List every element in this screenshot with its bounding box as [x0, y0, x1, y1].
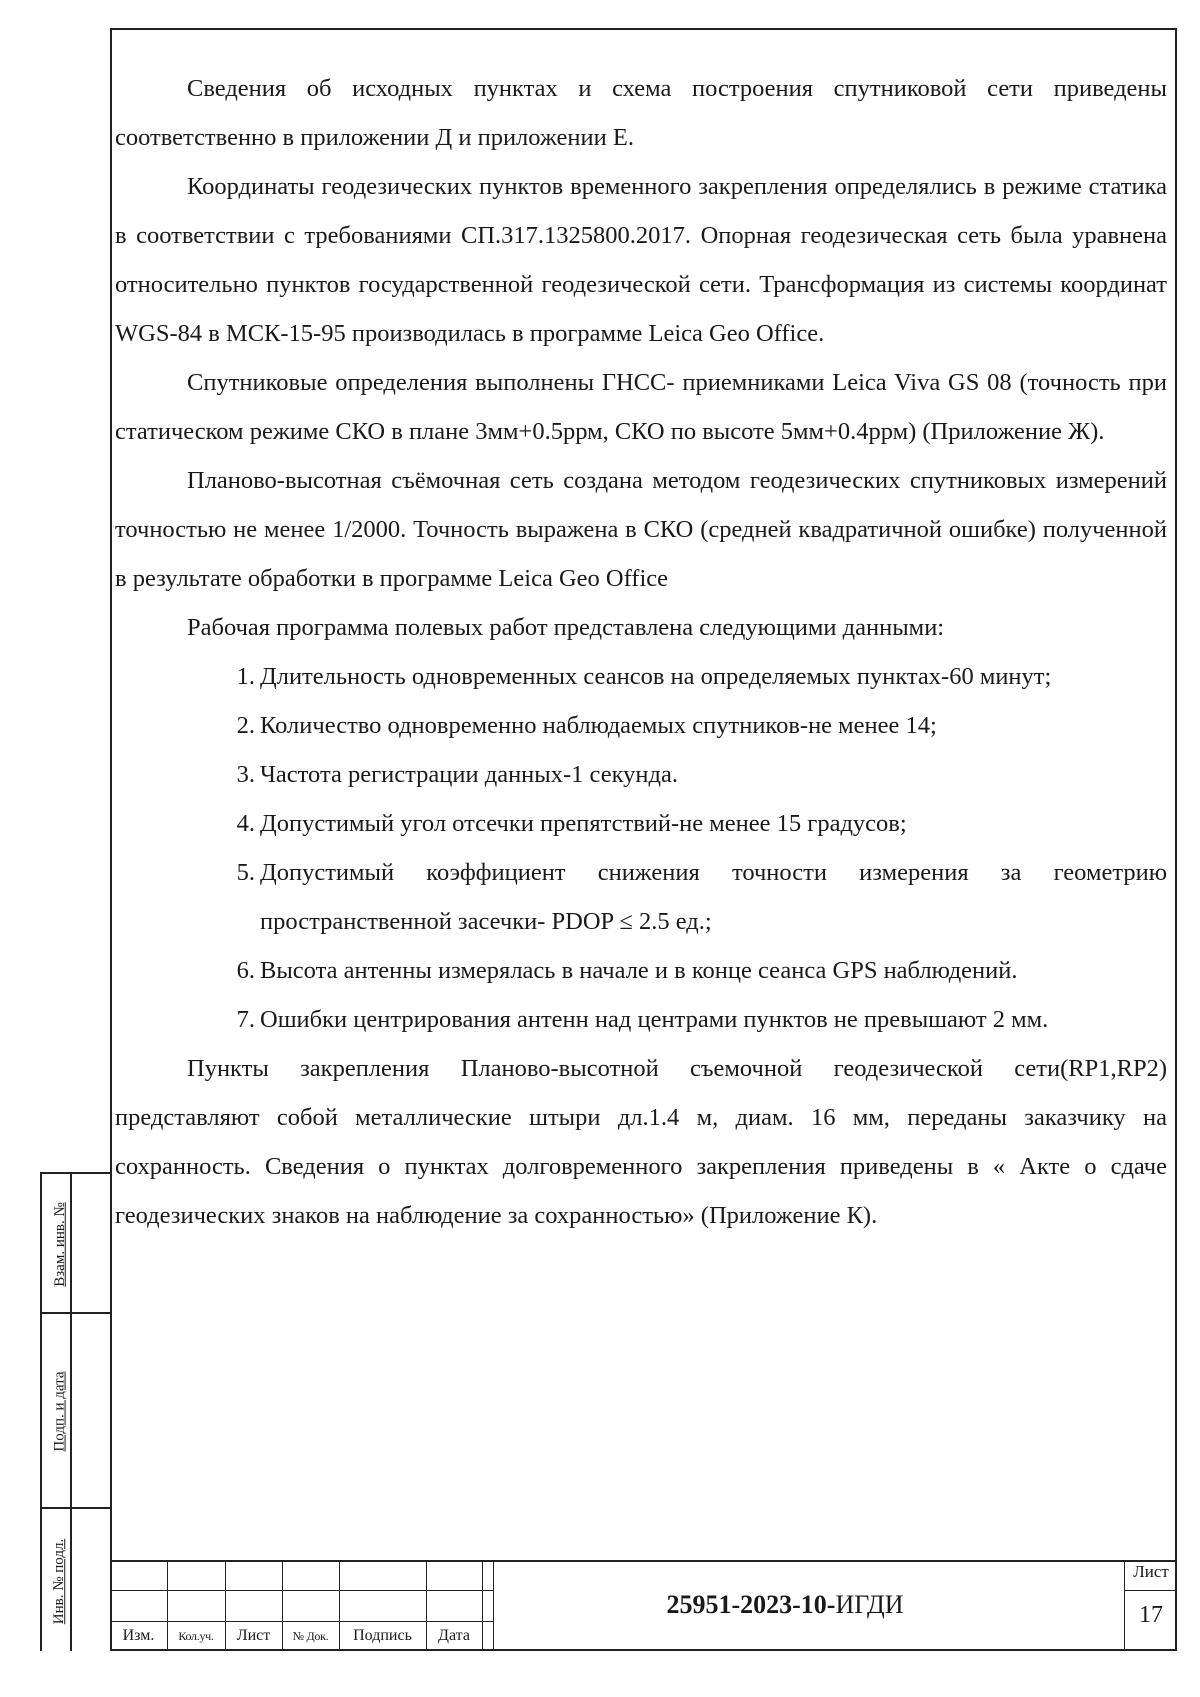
document-body — [115, 64, 1167, 1240]
sheet-box — [1124, 1560, 1177, 1651]
side-cell-podp — [40, 1312, 110, 1507]
paragraph-satellite-receivers: Спутниковые определения выполнены ГНСС- приемниками Leica Viva GS 08 (точность при статическом режиме СКО в плане 3мм+0.5ррм, СКО по высоте 5мм+0.4ррм) (Приложение Ж). — [115, 369, 1167, 445]
revision-grid — [110, 1560, 493, 1651]
side-cell-inv — [40, 1507, 110, 1651]
side-label-vzam: Взам. инв. № — [51, 1201, 68, 1287]
side-label-inv: Инв. № подл. — [51, 1538, 68, 1624]
side-cell-vzam — [40, 1172, 110, 1312]
list-item: 5. Допустимый коэффициент снижения точности измерения за геометрию пространственной засечки- PDOP ≤ 2.5 ед.; — [236, 859, 1167, 935]
paragraph-survey-network: Планово-высотная съёмочная сеть создана методом геодезических спутниковых измерений точностью не менее 1/2000. Точность выражена в СКО (средней квадратичной ошибке) полученной в результате обработки в программе Leica Geo Office — [115, 467, 1167, 592]
paragraph-fixing-points: Пункты закрепления Планово-высотной съемочной геодезической сети(RP1,RP2) представляют собой металлические штыри дл.1.4 м, диам. 16 мм, переданы заказчику на сохранность. Сведения о пунктах долговременного закрепления приведены в « Акте о сдаче геодезических знаков на наблюдение за сохранностью» (Приложение К). — [115, 1055, 1167, 1229]
list-item: 6. Высота антенны измерялась в начале и в конце сеанса GPS наблюдений. — [236, 957, 1018, 984]
paragraph-source-points: Сведения об исходных пунктах и схема построения спутниковой сети приведены соответственно в приложении Д и приложении Е. — [115, 75, 1167, 151]
header-data: Дата — [438, 1627, 470, 1644]
list-item: 7. Ошибки центрирования антенн над центрами пунктов не превышают 2 мм. — [236, 1006, 1049, 1033]
header-no-doc: № Док. — [292, 1629, 329, 1643]
list-item: 4. Допустимый угол отсечки препятствий-не менее 15 градусов; — [236, 810, 907, 837]
header-list: Лист — [236, 1627, 271, 1644]
sheet-label: Лист — [1125, 1562, 1177, 1591]
title-block — [110, 1560, 1177, 1651]
paragraph-coordinates: Координаты геодезических пунктов временного закрепления определялись в режиме статика в соответствии с требованиями СП.317.1325800.2017. Опорная геодезическая сеть была уравнена относительно пунктов государственной геодезической сети. Трансформация из системы координат WGS-84 в МСК-15-95 производилась в программе Leica Geo Office. — [115, 173, 1167, 347]
list-item: 2. Количество одновременно наблюдаемых спутников-не менее 14; — [236, 712, 937, 739]
document-code: 25951-2023-10-ИГДИ — [666, 1590, 904, 1619]
side-stamp-strip — [40, 1172, 110, 1651]
list-item: 3. Частота регистрации данных-1 секунда. — [236, 761, 678, 788]
list-item: 1. Длительность одновременных сеансов на определяемых пунктах-60 минут; — [236, 663, 1052, 690]
sheet-number: 17 — [1139, 1602, 1163, 1628]
field-work-list — [115, 652, 1167, 1044]
header-izm: Изм. — [122, 1627, 155, 1644]
header-podpis: Подпись — [353, 1627, 412, 1644]
header-kol-uch: Кол.уч. — [178, 1629, 214, 1643]
side-label-podp: Подп. и дата — [51, 1371, 68, 1452]
paragraph-program-intro: Рабочая программа полевых работ представлена следующими данными: — [187, 614, 945, 641]
